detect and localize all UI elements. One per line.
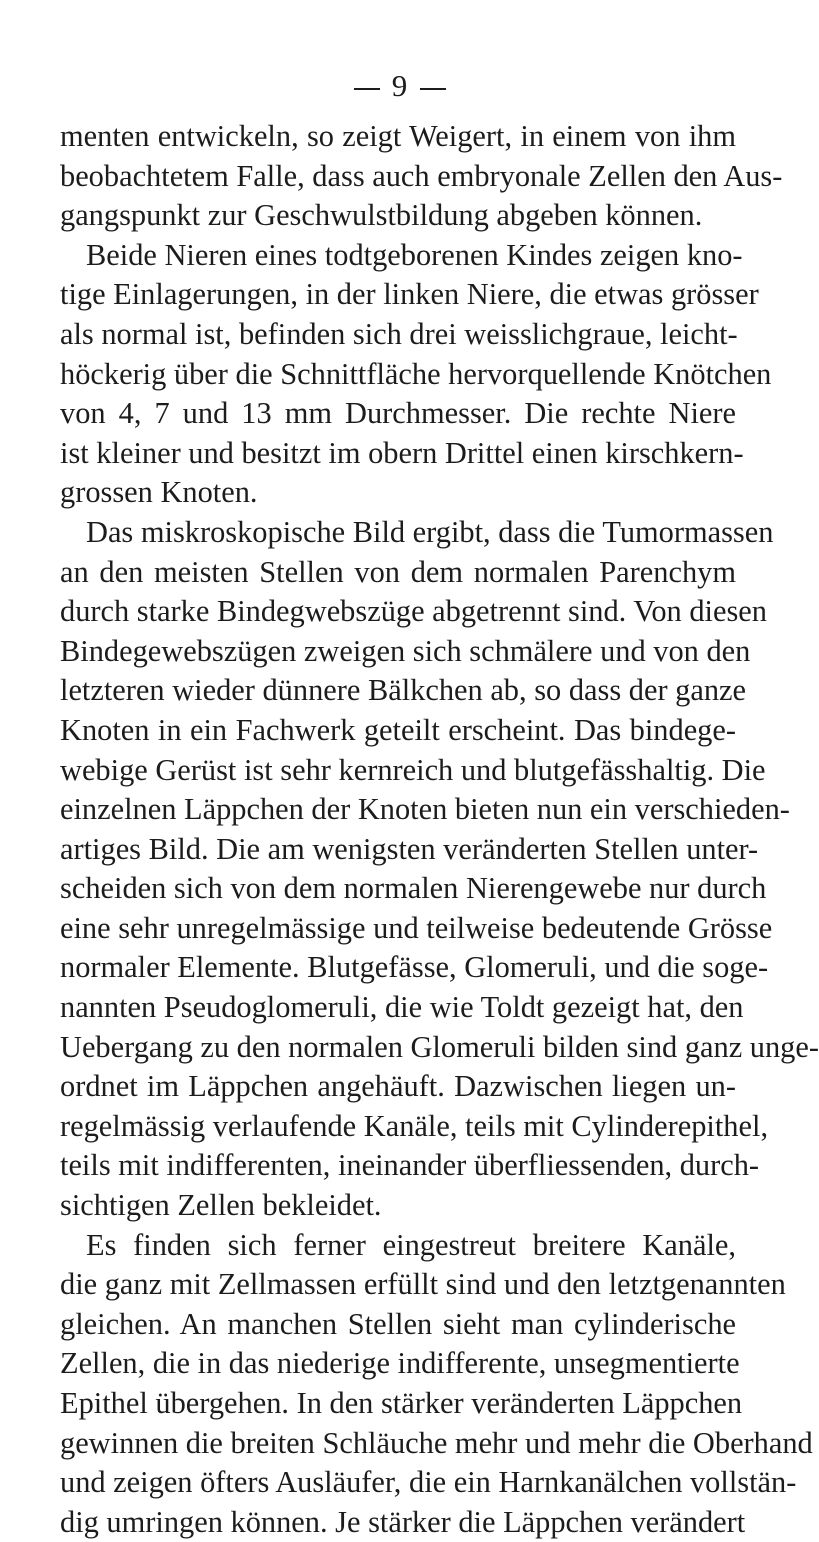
text-line: als normal ist, befinden sich drei weisslichgraue, leicht- bbox=[60, 316, 738, 351]
text-line: menten entwickeln, so zeigt Weigert, in einem von ihm bbox=[60, 119, 736, 153]
text-line: artiges Bild. Die am wenigsten veränderten Stellen unter- bbox=[60, 831, 759, 866]
text-line: Knoten in ein Fachwerk geteilt erscheint. Das bindege- bbox=[60, 712, 736, 747]
text-line: normaler Elemente. Blutgefässe, Glomeruli, und die soge- bbox=[60, 950, 769, 985]
text-line: nannten Pseudoglomeruli, die wie Toldt gezeigt hat, den bbox=[60, 990, 744, 1025]
header-dash-right bbox=[420, 88, 446, 90]
text-line: tige Einlagerungen, in der linken Niere, die etwas grösser bbox=[60, 277, 759, 312]
text-line: Beide Nieren eines todtgeborenen Kindes zeigen kno- bbox=[86, 237, 743, 272]
page-header bbox=[0, 68, 800, 104]
text-line: regelmässig verlaufende Kanäle, teils mit Cylinderepithel, bbox=[60, 1108, 769, 1143]
text-line: teils mit indifferenten, ineinander überfliessenden, durch- bbox=[60, 1148, 760, 1183]
text-line: einzelnen Läppchen der Knoten bieten nun ein verschieden- bbox=[60, 792, 790, 827]
text-line: Es finden sich ferner eingestreut breitere Kanäle, bbox=[86, 1227, 736, 1262]
text-line: webige Gerüst ist sehr kernreich und blutgefässhaltig. Die bbox=[60, 752, 766, 787]
text-line: beobachtetem Falle, dass auch embryonale Zellen den Aus- bbox=[60, 158, 783, 193]
header-dash-left bbox=[354, 88, 380, 90]
text-line: grossen Knoten. bbox=[60, 475, 258, 510]
text-line: Uebergang zu den normalen Glomeruli bilden sind ganz unge- bbox=[60, 1029, 819, 1064]
body-text bbox=[60, 117, 819, 1542]
text-line: von 4, 7 und 13 mm Durchmesser. Die rechte Niere bbox=[60, 396, 736, 431]
text-line: eine sehr unregelmässige und teilweise bedeutende Grösse bbox=[60, 910, 773, 945]
text-line: ist kleiner und besitzt im obern Drittel einen kirschkern- bbox=[60, 435, 744, 470]
text-line: Epithel übergehen. In den stärker veränderten Läppchen bbox=[60, 1386, 743, 1420]
text-line: ordnet im Läppchen angehäuft. Dazwischen liegen un- bbox=[60, 1069, 736, 1104]
text-line: gleichen. An manchen Stellen sieht man cylinderische bbox=[60, 1306, 736, 1341]
text-line: Zellen, die in das niederige indifferente, unsegmentierte bbox=[60, 1346, 740, 1381]
text-line: dig umringen können. Je stärker die Läppchen verändert bbox=[60, 1504, 746, 1539]
text-line: sichtigen Zellen bekleidet. bbox=[60, 1188, 382, 1223]
page-number: 9 bbox=[391, 68, 409, 103]
text-line: letzteren wieder dünnere Bälkchen ab, so dass der ganze bbox=[60, 673, 747, 708]
text-line: durch starke Bindegwebszüge abgetrennt sind. Von diesen bbox=[60, 594, 767, 629]
text-line: an den meisten Stellen von dem normalen Parenchym bbox=[60, 554, 736, 589]
text-line: scheiden sich von dem normalen Nierengewebe nur durch bbox=[60, 871, 767, 906]
text-line: höckerig über die Schnittfläche hervorquellende Knötchen bbox=[60, 356, 772, 391]
text-line: gangspunkt zur Geschwulstbildung abgeben können. bbox=[60, 198, 703, 233]
text-line: gewinnen die breiten Schläuche mehr und mehr die Oberhand bbox=[60, 1425, 813, 1460]
text-line: die ganz mit Zellmassen erfüllt sind und den letztgenannten bbox=[60, 1267, 786, 1302]
text-line: und zeigen öfters Ausläufer, die ein Harnkanälchen vollstän- bbox=[60, 1465, 797, 1500]
text-line: Bindegewebszügen zweigen sich schmälere und von den bbox=[60, 633, 751, 668]
text-line: Das miskroskopische Bild ergibt, dass die Tumormassen bbox=[86, 514, 774, 549]
